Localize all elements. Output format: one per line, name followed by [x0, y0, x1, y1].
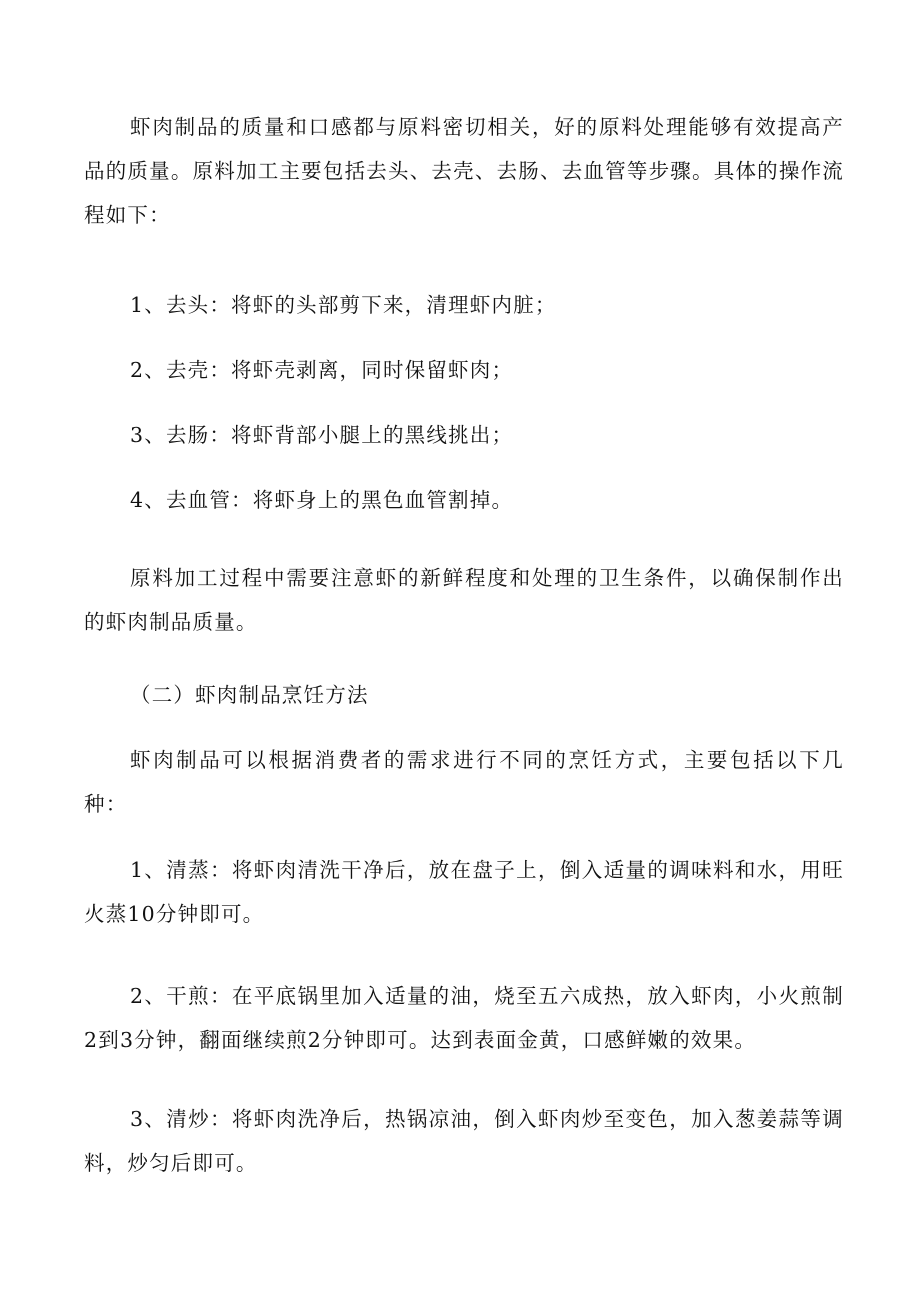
section-heading: （二）虾肉制品烹饪方法	[130, 683, 369, 707]
paragraph-processing-notes: 原料加工过程中需要注意虾的新鲜程度和处理的卫生条件，以确保制作出的虾肉制品质量。	[84, 566, 844, 634]
paragraph-raw-material-intro: 虾肉制品的质量和口感都与原料密切相关，好的原料处理能够有效提高产品的质量。原料加工主要包括去头、去壳、去肠、去血管等步骤。具体的操作流程如下：	[84, 115, 844, 227]
step-remove-shell: 2、去壳：将虾壳剥离，同时保留虾肉；	[130, 358, 514, 382]
step-remove-intestine: 3、去肠：将虾背部小腿上的黑线挑出；	[130, 423, 514, 447]
method-steaming: 1、清蒸：将虾肉清洗干净后，放在盘子上，倒入适量的调味料和水，用旺火蒸10分钟即可。	[84, 858, 844, 926]
paragraph-cooking-intro: 虾肉制品可以根据消费者的需求进行不同的烹饪方式，主要包括以下几种：	[84, 748, 844, 816]
method-stir-frying: 3、清炒：将虾肉洗净后，热锅凉油，倒入虾肉炒至变色，加入葱姜蒜等调料，炒匀后即可。	[84, 1107, 844, 1175]
step-remove-blood-vessel: 4、去血管：将虾身上的黑色血管割掉。	[130, 488, 514, 512]
step-remove-head: 1、去头：将虾的头部剪下来，清理虾内脏；	[130, 293, 557, 317]
method-pan-frying: 2、干煎：在平底锅里加入适量的油，烧至五六成热，放入虾肉，小火煎制2到3分钟，翻面继续煎2分钟即可。达到表面金黄，口感鲜嫩的效果。	[84, 984, 844, 1052]
